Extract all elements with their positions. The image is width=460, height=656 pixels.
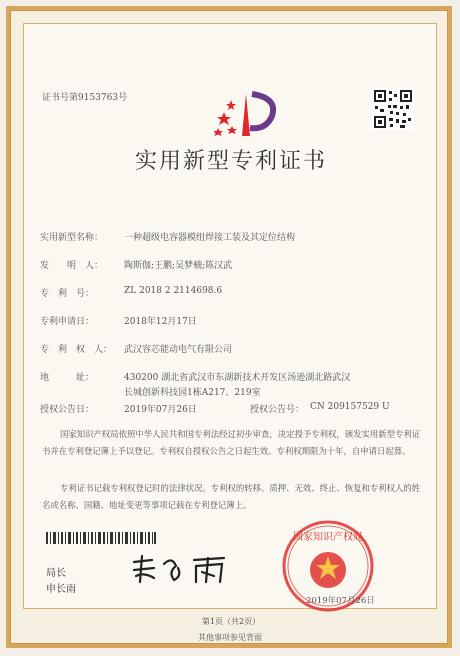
field-label-inventor: 发 明 人：: [40, 261, 104, 271]
page-number: 第1页（共2页）: [201, 617, 261, 626]
field-label-address: 地 址：: [40, 373, 95, 383]
field-value-address-2: 长城创新科技园1栋A217、219室: [124, 388, 261, 398]
signature-icon: [128, 552, 238, 586]
field-value-patent-no: ZL 2018 2 2114698.6: [124, 286, 223, 296]
footer-note: 其他事项参见背面: [198, 633, 262, 642]
svg-text:国家知识产权局: 国家知识产权局: [293, 532, 363, 543]
field-label-patentee: 专 利 权 人：: [40, 345, 113, 355]
field-label-filing-date: 专利申请日：: [40, 317, 95, 327]
director-name: 申长雨: [46, 584, 76, 595]
field-value-name: 一种超级电容器模组焊接工装及其定位结构: [124, 233, 296, 243]
statement-paragraph-1: 国家知识产权局依照中华人民共和国专利法经过初步审查，决定授予专利权，颁发实用新型专利证书并在专利登记簿上予以登记。专利权自授权公告之日起生效。专利权期限为十年，自申请日起算。: [42, 429, 421, 456]
seal-date: 2019年07月26日: [306, 596, 375, 606]
field-label-name: 实用新型名称：: [40, 233, 104, 243]
certificate-body: [23, 23, 437, 626]
certificate-number: 证书号第9153763号: [42, 93, 128, 103]
qr-code-icon: [372, 88, 414, 130]
director-title: 局长: [46, 568, 66, 579]
barcode-icon: [46, 532, 156, 544]
certificate-frame: [6, 6, 452, 648]
cnipa-logo-icon: [214, 90, 286, 138]
statement-paragraph-2: 专利证书记载专利权登记时的法律状况。专利权的转移、质押、无效、终止、恢复和专利权人的姓名或名称、国籍、地址变更等事项记载在专利登记簿上。: [42, 483, 421, 510]
field-label-grant-date: 授权公告日：: [40, 405, 95, 415]
certificate-title: 实用新型专利证书: [134, 149, 327, 174]
field-value-grant-date: 2019年07月26日: [124, 405, 197, 415]
field-value-patentee: 武汉容芯能动电气有限公司: [124, 345, 233, 355]
field-label-patent-no: 专 利 号：: [40, 289, 95, 299]
field-value-inventor: 陶斯伽;王鹏;吴梦楠;陈汉武: [124, 261, 233, 271]
field-label-grant-no: 授权公告号：: [250, 405, 305, 415]
certificate-border: [10, 10, 448, 644]
field-value-address-1: 430200 湖北省武汉市东湖新技术开发区汤逊湖北路武汉: [124, 373, 351, 383]
field-value-filing-date: 2018年12月17日: [124, 317, 197, 327]
field-value-grant-no: CN 209157529 U: [310, 402, 390, 412]
